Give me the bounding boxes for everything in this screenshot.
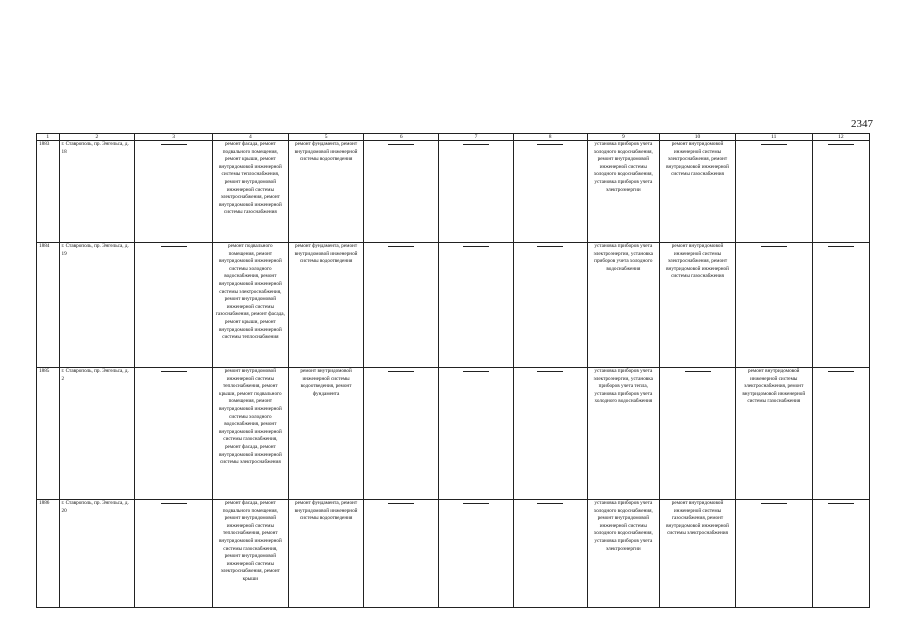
column-header: 11: [735, 134, 812, 141]
column-header: 12: [812, 134, 869, 141]
column-header: 5: [288, 134, 364, 141]
dash-cell: [439, 500, 514, 608]
row-number: 1885: [37, 368, 60, 500]
table-row: [37, 500, 870, 608]
dash-mark: [761, 144, 787, 145]
dash-mark: [388, 246, 414, 247]
dash-cell: [364, 141, 439, 243]
work-cell: ремонт внутридомовой инженерной системы теплоснабжения, ремонт крыши, ремонт подвального помещения, ремонт внутридомовой инженерной системы холодного водоснабжения, ремонт внутридомовой инженерной системы газоснабжения, ремонт фасада, ремонт внутридомовой инженерной системы электроснабжения: [212, 368, 288, 500]
dash-cell: [135, 243, 213, 368]
dash-mark: [161, 144, 187, 145]
dash-mark: [388, 371, 414, 372]
work-cell: ремонт фасада, ремонт подвального помещения, ремонт крыши, ремонт внутридомовой инженерной системы теплоснабжения, ремонт внутридомовой инженерной системы электроснабжения, ремонт внутридомовой инженерной системы газоснабжения: [212, 141, 288, 243]
dash-cell: [513, 141, 587, 243]
dash-cell: [513, 243, 587, 368]
dash-mark: [388, 503, 414, 504]
work-cell: ремонт внутридомовой инженерной системы электроснабжения, ремонт внутридомовой инженерной системы газоснабжения: [735, 368, 812, 500]
dash-mark: [537, 246, 563, 247]
dash-mark: [463, 503, 489, 504]
dash-mark: [388, 144, 414, 145]
work-cell: установка приборов учета холодного водоснабжения, ремонт внутридомовой инженерной системы холодного водоснабжения, установка приборов учета электроэнергии: [587, 500, 660, 608]
dash-mark: [463, 246, 489, 247]
dash-mark: [828, 371, 854, 372]
dash-mark: [537, 144, 563, 145]
dash-mark: [761, 246, 787, 247]
work-cell: ремонт фундамента, ремонт внутридомовой инженерной системы водоотведения: [288, 243, 364, 368]
column-number-row: [37, 134, 870, 141]
work-cell: ремонт внутридомовой инженерной системы газоснабжения, ремонт внутридомовой инженерной системы электроснабжения: [660, 500, 736, 608]
dash-cell: [812, 368, 869, 500]
table-row: [37, 141, 870, 243]
column-header: 8: [513, 134, 587, 141]
dash-cell: [660, 368, 736, 500]
dash-mark: [685, 371, 711, 372]
column-header: 3: [135, 134, 213, 141]
dash-mark: [828, 144, 854, 145]
dash-mark: [761, 503, 787, 504]
column-header: 7: [439, 134, 514, 141]
work-cell: установка приборов учета холодного водоснабжения, ремонт внутридомовой инженерной системы холодного водоснабжения, установка приборов учета электроэнергии: [587, 141, 660, 243]
dash-cell: [812, 243, 869, 368]
dash-mark: [161, 246, 187, 247]
dash-cell: [364, 368, 439, 500]
dash-cell: [364, 243, 439, 368]
dash-mark: [161, 503, 187, 504]
work-cell: ремонт внутридомовой инженерной системы электроснабжения, ремонт внутридомовой инженерной системы газоснабжения: [660, 243, 736, 368]
dash-cell: [364, 500, 439, 608]
dash-mark: [463, 144, 489, 145]
row-number: 1886: [37, 500, 60, 608]
address-cell: г. Ставрополь, пр. Энгельса, д. 2: [59, 368, 135, 500]
column-header: 10: [660, 134, 736, 141]
dash-mark: [161, 371, 187, 372]
work-cell: установка приборов учета электроэнергии, установка приборов учета тепла, установка приборов учета холодного водоснабжения: [587, 368, 660, 500]
address-cell: г. Ставрополь, пр. Энгельса, д. 19: [59, 243, 135, 368]
dash-mark: [828, 246, 854, 247]
dash-cell: [513, 368, 587, 500]
column-header: 9: [587, 134, 660, 141]
table-row: [37, 243, 870, 368]
work-cell: ремонт подвального помещения, ремонт внутридомовой инженерной системы холодного водоснабжения, ремонт внутридомовой инженерной системы электроснабжения, ремонт внутридомовой инженерной системы газоснабжения, ремонт фасада, ремонт крыши, ремонт внутридомовой инженерной системы теплоснабжения: [212, 243, 288, 368]
dash-cell: [812, 500, 869, 608]
dash-mark: [828, 503, 854, 504]
work-cell: ремонт фундамента, ремонт внутридомовой инженерной системы водоотведения: [288, 500, 364, 608]
dash-cell: [812, 141, 869, 243]
column-header: 2: [59, 134, 135, 141]
work-cell: ремонт внутридомовой инженерной системы водоотведения, ремонт фундамента: [288, 368, 364, 500]
column-header: 1: [37, 134, 60, 141]
dash-cell: [135, 141, 213, 243]
column-header: 4: [212, 134, 288, 141]
dash-mark: [463, 371, 489, 372]
repair-schedule-table: [36, 133, 870, 608]
row-number: 1884: [37, 243, 60, 368]
dash-cell: [735, 141, 812, 243]
address-cell: г. Ставрополь, пр. Энгельса, д. 20: [59, 500, 135, 608]
dash-mark: [537, 503, 563, 504]
dash-mark: [537, 371, 563, 372]
dash-cell: [135, 500, 213, 608]
address-cell: г. Ставрополь, пр. Энгельса, д. 18: [59, 141, 135, 243]
work-cell: установка приборов учета электроэнергии, установка приборов учета холодного водоснабжения: [587, 243, 660, 368]
dash-cell: [439, 368, 514, 500]
dash-cell: [135, 368, 213, 500]
column-header: 6: [364, 134, 439, 141]
dash-cell: [735, 243, 812, 368]
work-cell: ремонт внутридомовой инженерной системы электроснабжения, ремонт внутридомовой инженерной системы газоснабжения: [660, 141, 736, 243]
dash-cell: [513, 500, 587, 608]
dash-cell: [439, 243, 514, 368]
table-row: [37, 368, 870, 500]
work-cell: ремонт фундамента, ремонт внутридомовой инженерной системы водоотведения: [288, 141, 364, 243]
dash-cell: [439, 141, 514, 243]
dash-cell: [735, 500, 812, 608]
row-number: 1883: [37, 141, 60, 243]
work-cell: ремонт фасада, ремонт подвального помещения, ремонт внутридомовой инженерной системы теплоснабжения, ремонт внутридомовой инженерной системы газоснабжения, ремонт внутридомовой инженерной системы электроснабжения, ремонт крыши: [212, 500, 288, 608]
page-number: 2347: [851, 118, 873, 130]
